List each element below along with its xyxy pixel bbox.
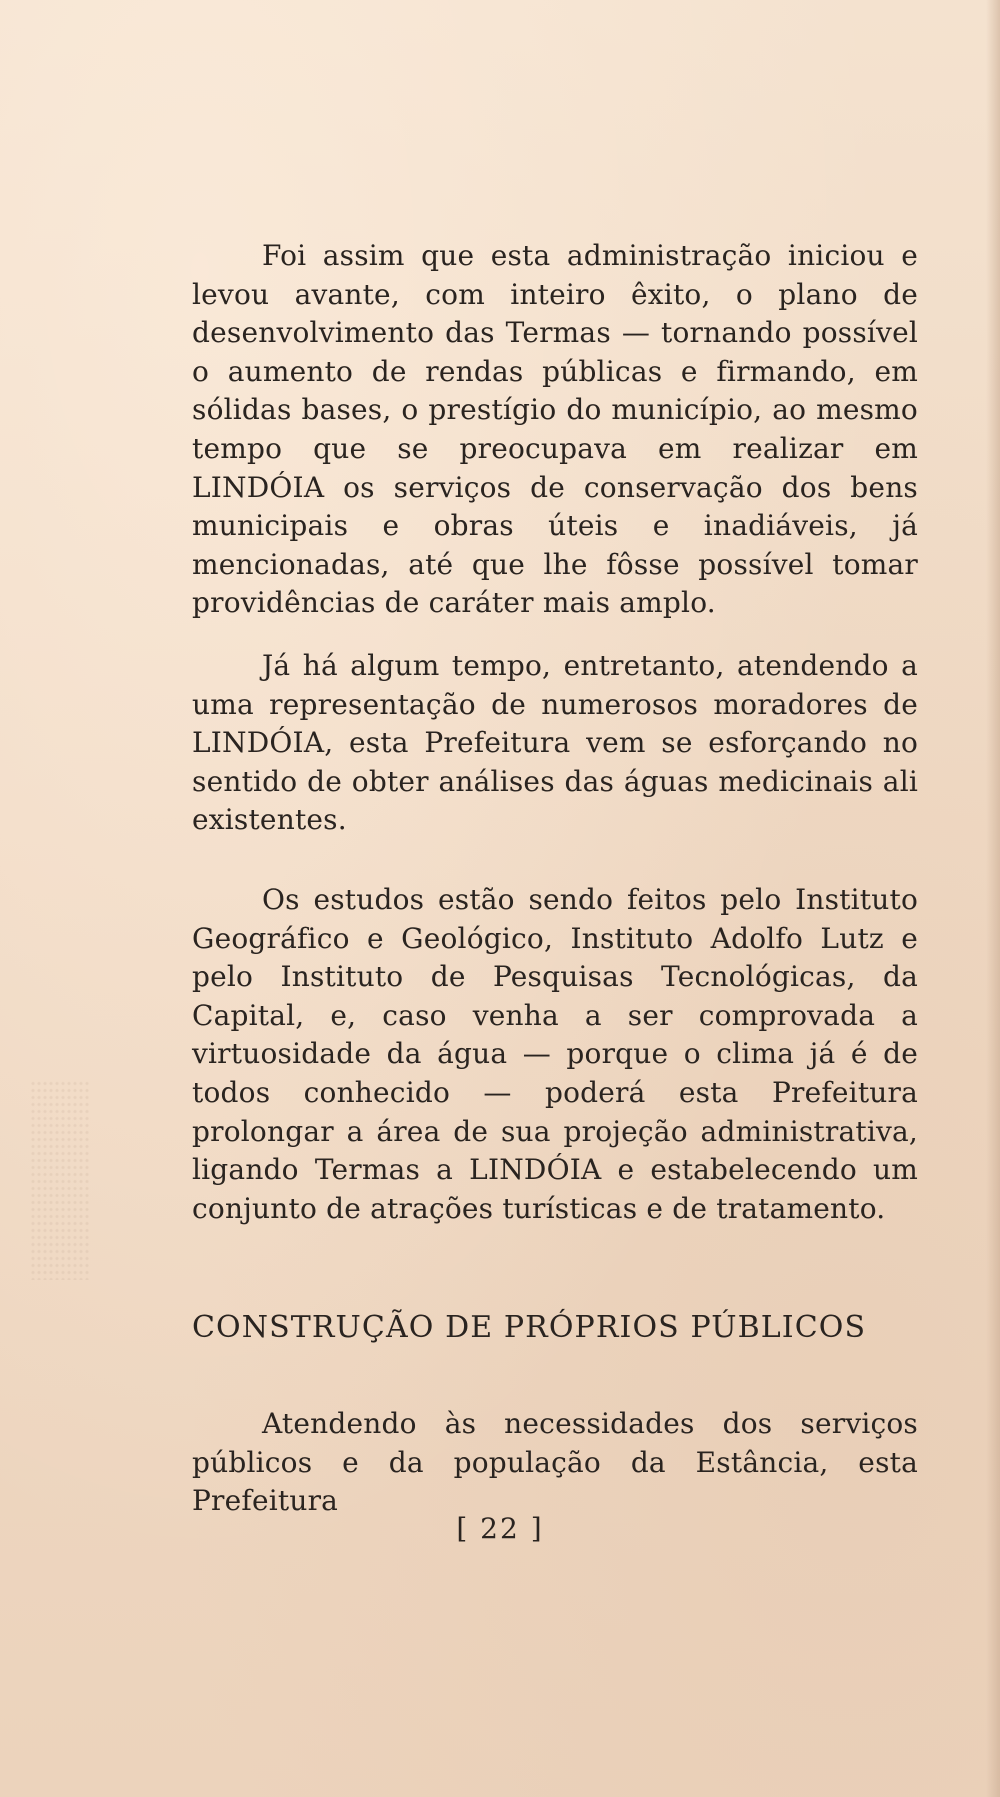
paragraph-public-buildings: Atendendo às necessidades dos serviços públicos e da população da Estância, esta Prefeitura [192,1407,918,1518]
paragraph-administration: Foi assim que esta administração iniciou e levou avante, com inteiro êxito, o plano de desenvolvimento das Termas — tornando possível o aumento de rendas públicas e firmando, em sólidas bases, o prestígio do município, ao mesmo tempo que se preocupava em realizar em LINDÓIA os serviços de conservação dos bens municipais e obras úteis e inadiáveis, já mencionadas, até que lhe fôsse possível tomar providências de caráter mais amplo. [192,239,918,620]
paper-stain [30,1080,90,1280]
page-number: [ 22 ] [456,1512,544,1545]
paragraph-studies: Os estudos estão sendo feitos pelo Instituto Geográfico e Geológico, Instituto Adolfo Lutz e pelo Instituto de Pesquisas Tecnológicas, da Capital, e, caso venha a ser comprovada a virtuosidade da água — porque o clima já é de todos conhecido — poderá esta Prefeitura prolongar a área de sua projeção administrativa, ligando Termas a LINDÓIA e estabelecendo um conjunto de atrações turísticas e de tratamento. [192,883,918,1225]
paragraph-lindoia-waters: Já há algum tempo, entretanto, atendendo a uma representação de numerosos moradores de LINDÓIA, esta Prefeitura vem se esforçando no sentido de obter análises das águas medicinais ali existentes. [192,649,918,837]
section-heading: CONSTRUÇÃO DE PRÓPRIOS PÚBLICOS [192,1310,867,1345]
